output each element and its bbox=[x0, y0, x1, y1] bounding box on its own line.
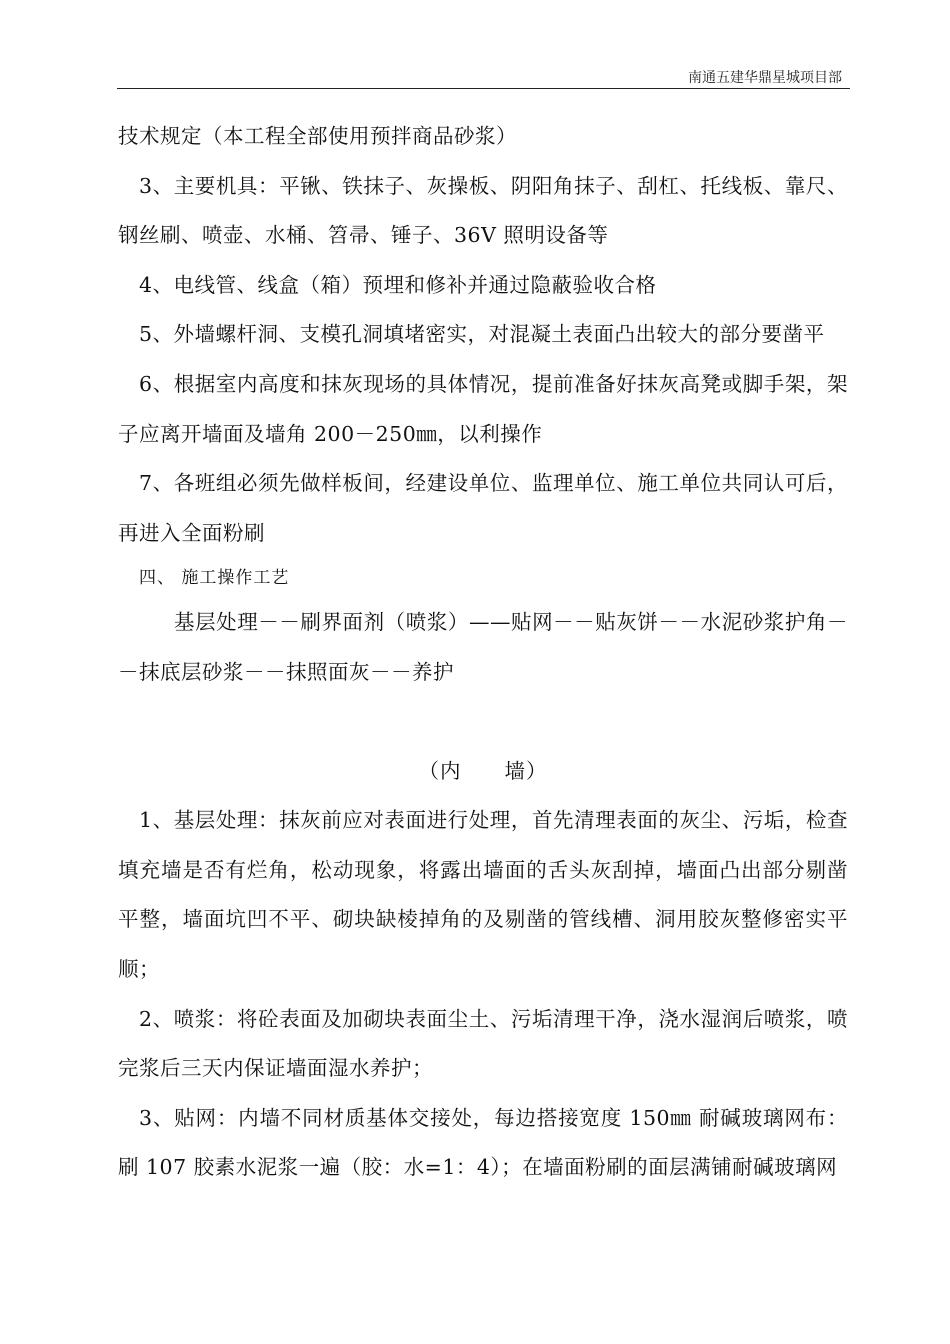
paragraph-mesh: 3、贴网：内墙不同材质基体交接处，每边搭接宽度 150㎜ 耐碱玻璃网布：刷 107 胶素水泥浆一遍（胶：水=1：4）；在墙面粉刷的面层满铺耐碱玻璃网 bbox=[118, 1105, 848, 1180]
subheading-interior-wall: （内 墙） bbox=[418, 758, 548, 783]
paragraph-spray: 2、喷浆：将砼表面及加砌块表面尘土、污垢清理干净，浇水湿润后喷浆，喷完浆后三天内保证墙面湿水养护； bbox=[118, 1006, 848, 1081]
paragraph-base-treatment: 1、基层处理：抹灰前应对表面进行处理，首先清理表面的灰尘、污垢，检查填充墙是否有烂角，松动现象，将露出墙面的舌头灰刮掉，墙面凸出部分剔凿平整，墙面坑凹不平、砌块缺棱掉角的及剔凿的管线槽、洞用胶灰整修密实平顺； bbox=[118, 808, 848, 981]
process-flow: 基层处理－－刷界面剂（喷浆）——贴网－－贴灰饼－－水泥砂浆护角－－抹底层砂浆－－抹照面灰－－养护 bbox=[118, 610, 848, 684]
paragraph-conduits: 4、电线管、线盒（箱）预埋和修补并通过隐蔽验收合格 bbox=[139, 272, 657, 297]
paragraph-holes: 5、外墙螺杆洞、支模孔洞填堵密实，对混凝土表面凸出较大的部分要凿平 bbox=[139, 322, 825, 347]
paragraph-scaffold: 6、根据室内高度和抹灰现场的具体情况，提前准备好抹灰高凳或脚手架，架子应离开墙面及墙角 200－250㎜，以利操作 bbox=[118, 371, 848, 446]
page-header: 南通五建华鼎星城项目部 bbox=[688, 70, 842, 86]
paragraph-sample-room: 7、各班组必须先做样板间，经建设单位、监理单位、施工单位共同认可后，再进入全面粉刷 bbox=[118, 471, 848, 545]
section-heading: 四、 施工操作工艺 bbox=[139, 568, 290, 589]
header-rule bbox=[117, 88, 850, 89]
paragraph-tech-spec: 技术规定（本工程全部使用预拌商品砂浆） bbox=[118, 124, 517, 148]
spacer bbox=[118, 698, 848, 747]
document-body bbox=[118, 112, 848, 1193]
paragraph-tools: 3、主要机具：平锹、铁抹子、灰操板、阴阳角抹子、刮杠、托线板、靠尺、钢丝刷、喷壶、水桶、笤帚、锤子、36V 照明设备等 bbox=[118, 173, 848, 248]
